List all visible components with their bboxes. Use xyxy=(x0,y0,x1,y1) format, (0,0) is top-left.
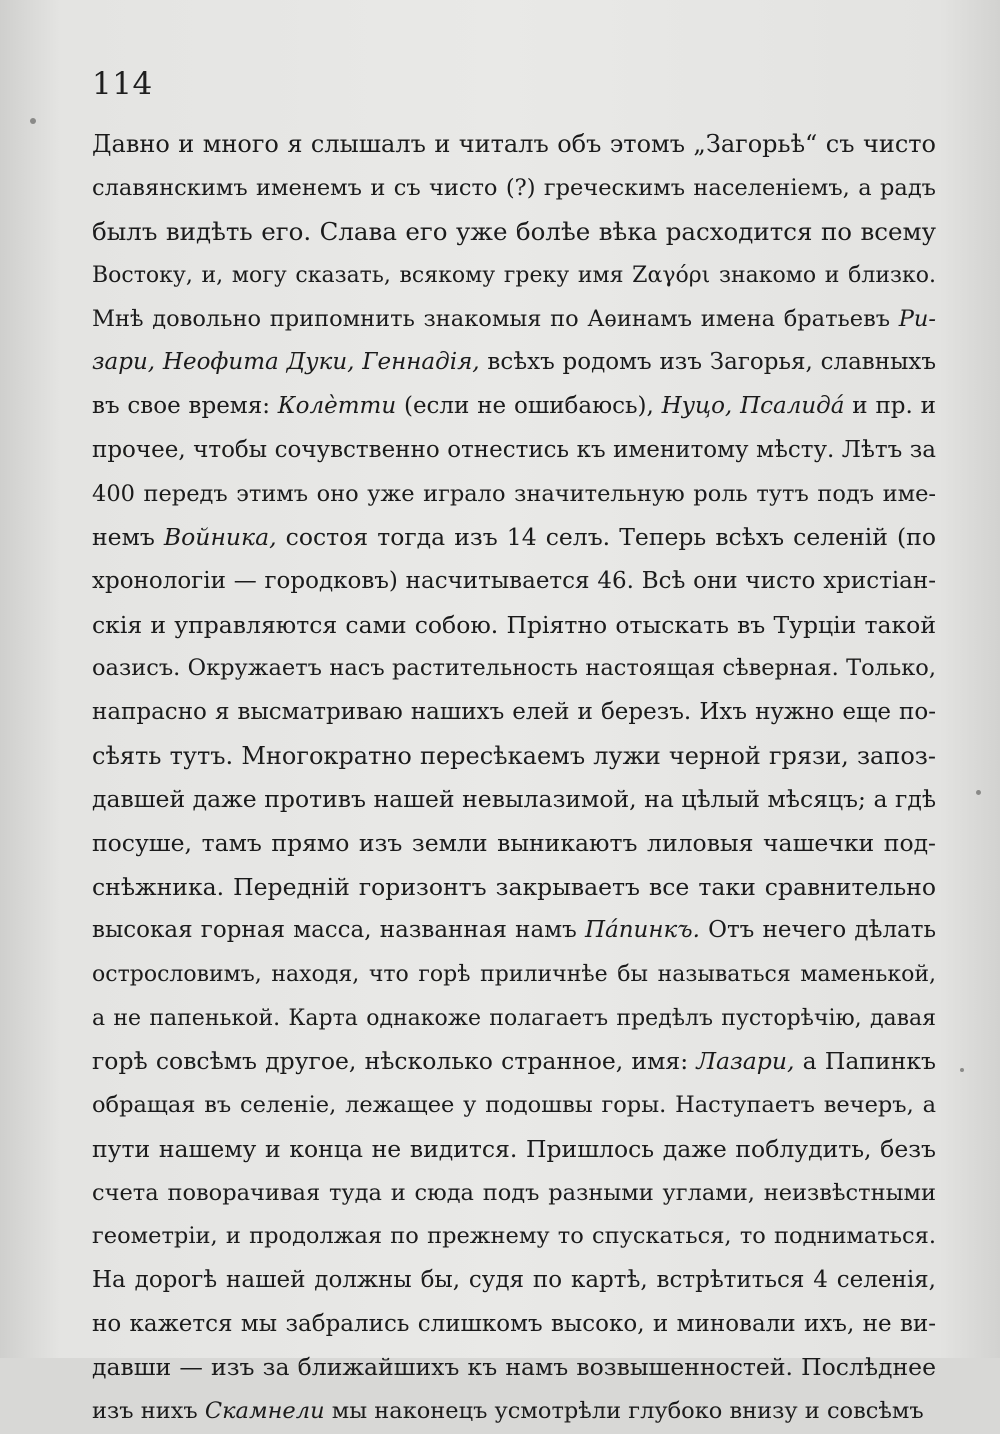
text-line xyxy=(92,1259,936,1303)
text-segment: всѣхъ родомъ изъ Загорья, славныхъ xyxy=(479,349,936,376)
print-speck xyxy=(976,790,981,795)
text-segment: 400 передъ этимъ оно уже играло значительную роль тутъ подъ име- xyxy=(92,480,936,507)
text-segment: состоя тогда изъ 14 селъ. Теперь всѣхъ селеній (по xyxy=(276,523,936,552)
text-line xyxy=(92,997,936,1041)
text-line xyxy=(92,1215,936,1259)
text-line xyxy=(92,735,936,779)
text-segment: Отъ нечего дѣлать xyxy=(699,917,937,944)
text-segment: обращая въ селеніе, лежащее у подошвы горы. Наступаетъ вечеръ, а xyxy=(92,1092,936,1119)
text-segment: скія и управляются сами собою. Пріятно отыскать въ Турціи такой xyxy=(92,610,936,639)
text-segment: изъ нихъ xyxy=(92,1397,205,1424)
text-line xyxy=(92,341,936,385)
italic-text-segment: зари, Неофита Дуки, Геннадія, xyxy=(92,349,480,376)
text-line xyxy=(92,473,936,517)
text-segment: Давно и много я слышалъ и читалъ объ этомъ „Загорьѣ“ съ чисто xyxy=(92,130,936,158)
italic-text-segment: Пáпинкъ. xyxy=(584,917,700,944)
body-text xyxy=(92,123,936,1434)
text-segment: но кажется мы забрались слишкомъ высоко, и миновали ихъ, не ви- xyxy=(92,1310,936,1337)
italic-text-segment: Лазари, xyxy=(696,1047,795,1076)
text-line xyxy=(92,167,936,211)
italic-text-segment: Нуцо, Псалидá xyxy=(661,393,845,420)
text-line xyxy=(92,778,936,822)
text-line xyxy=(92,909,936,953)
text-line xyxy=(92,953,936,997)
text-segment: давши — изъ за ближайшихъ къ намъ возвышенностей. Послѣднее xyxy=(92,1353,936,1382)
text-line xyxy=(92,1303,936,1347)
text-segment: оазисъ. Окружаетъ насъ растительность настоящая сѣверная. Только, xyxy=(92,655,936,682)
text-line xyxy=(92,210,936,254)
text-segment: На дорогѣ нашей должны бы, судя по картѣ, встрѣтиться 4 селенія, xyxy=(92,1266,936,1293)
text-line xyxy=(92,1128,936,1172)
text-line xyxy=(92,866,936,910)
text-line xyxy=(92,1346,936,1390)
text-segment: мы наконецъ усмотрѣли глубоко внизу и совсѣмъ xyxy=(324,1397,924,1424)
text-line xyxy=(92,691,936,735)
text-segment: давшей даже противъ нашей невылазимой, на цѣлый мѣсяцъ; а гдѣ xyxy=(92,785,936,814)
text-segment: Востоку, и, могу сказать, всякому греку имя Ζαγόρι знакомо и близко. xyxy=(92,263,936,289)
text-segment: сѣять тутъ. Многократно пересѣкаемъ лужи черной грязи, запоз- xyxy=(92,741,936,770)
text-segment: высокая горная масса, названная намъ xyxy=(92,917,585,944)
text-segment: посуше, тамъ прямо изъ земли выникаютъ лиловыя чашечки под- xyxy=(92,829,936,857)
italic-text-segment: Скамнели xyxy=(204,1397,325,1424)
text-segment: геометріи, и продолжая по прежнему то спускаться, то подниматься. xyxy=(92,1223,936,1250)
text-line xyxy=(92,1084,936,1128)
text-segment: хронологіи — городковъ) насчитывается 46. Всѣ они чисто христіан- xyxy=(92,567,936,594)
text-segment: (если не ошибаюсь), xyxy=(396,393,662,420)
italic-text-segment: Ри- xyxy=(898,305,936,332)
text-segment: а Папинкъ xyxy=(794,1047,936,1076)
text-line xyxy=(92,647,936,691)
text-segment: снѣжника. Передній горизонтъ закрываетъ все таки сравнительно xyxy=(92,872,936,901)
text-line xyxy=(92,1172,936,1216)
text-line xyxy=(92,1390,936,1434)
italic-text-segment: Войника, xyxy=(163,523,277,552)
text-segment: счета поворачивая туда и сюда подъ разными углами, неизвѣстными xyxy=(92,1179,936,1206)
text-segment: напрасно я высматриваю нашихъ елей и березъ. Ихъ нужно еще по- xyxy=(92,698,936,725)
text-segment: славянскимъ именемъ и съ чисто (?) греческимъ населеніемъ, а радъ xyxy=(92,174,936,201)
text-line xyxy=(92,385,936,429)
italic-text-segment: Колѐтти xyxy=(277,393,397,420)
text-segment: и пр. и xyxy=(844,393,936,420)
page-number: 114 xyxy=(92,66,153,102)
text-segment: а не папенькой. Карта однакоже полагаетъ предѣлъ пусторѣчію, давая xyxy=(92,1005,936,1031)
text-line xyxy=(92,254,936,298)
text-line xyxy=(92,604,936,648)
print-speck xyxy=(30,118,36,124)
text-segment: прочее, чтобы сочувственно отнестись къ именитому мѣсту. Лѣтъ за xyxy=(92,436,936,463)
text-segment: Мнѣ довольно припомнить знакомыя по Аѳинамъ имена братьевъ xyxy=(92,305,899,332)
text-segment: въ свое время: xyxy=(92,393,278,420)
print-speck xyxy=(960,1068,964,1072)
text-segment: острословимъ, находя, что горѣ приличнѣе бы называться маменькой, xyxy=(92,962,936,988)
text-segment: пути нашему и конца не видится. Пришлось даже поблудить, безъ xyxy=(92,1134,936,1163)
text-line xyxy=(92,822,936,866)
text-segment: былъ видѣть его. Слава его уже болѣе вѣка расходится по всему xyxy=(92,217,936,247)
text-segment: немъ xyxy=(92,523,164,552)
text-segment: горѣ совсѣмъ другое, нѣсколько странное, имя: xyxy=(92,1047,697,1076)
text-line xyxy=(92,560,936,604)
text-line xyxy=(92,298,936,342)
text-line xyxy=(92,429,936,473)
text-line xyxy=(92,516,936,560)
text-line xyxy=(92,1040,936,1084)
text-line xyxy=(92,123,936,167)
